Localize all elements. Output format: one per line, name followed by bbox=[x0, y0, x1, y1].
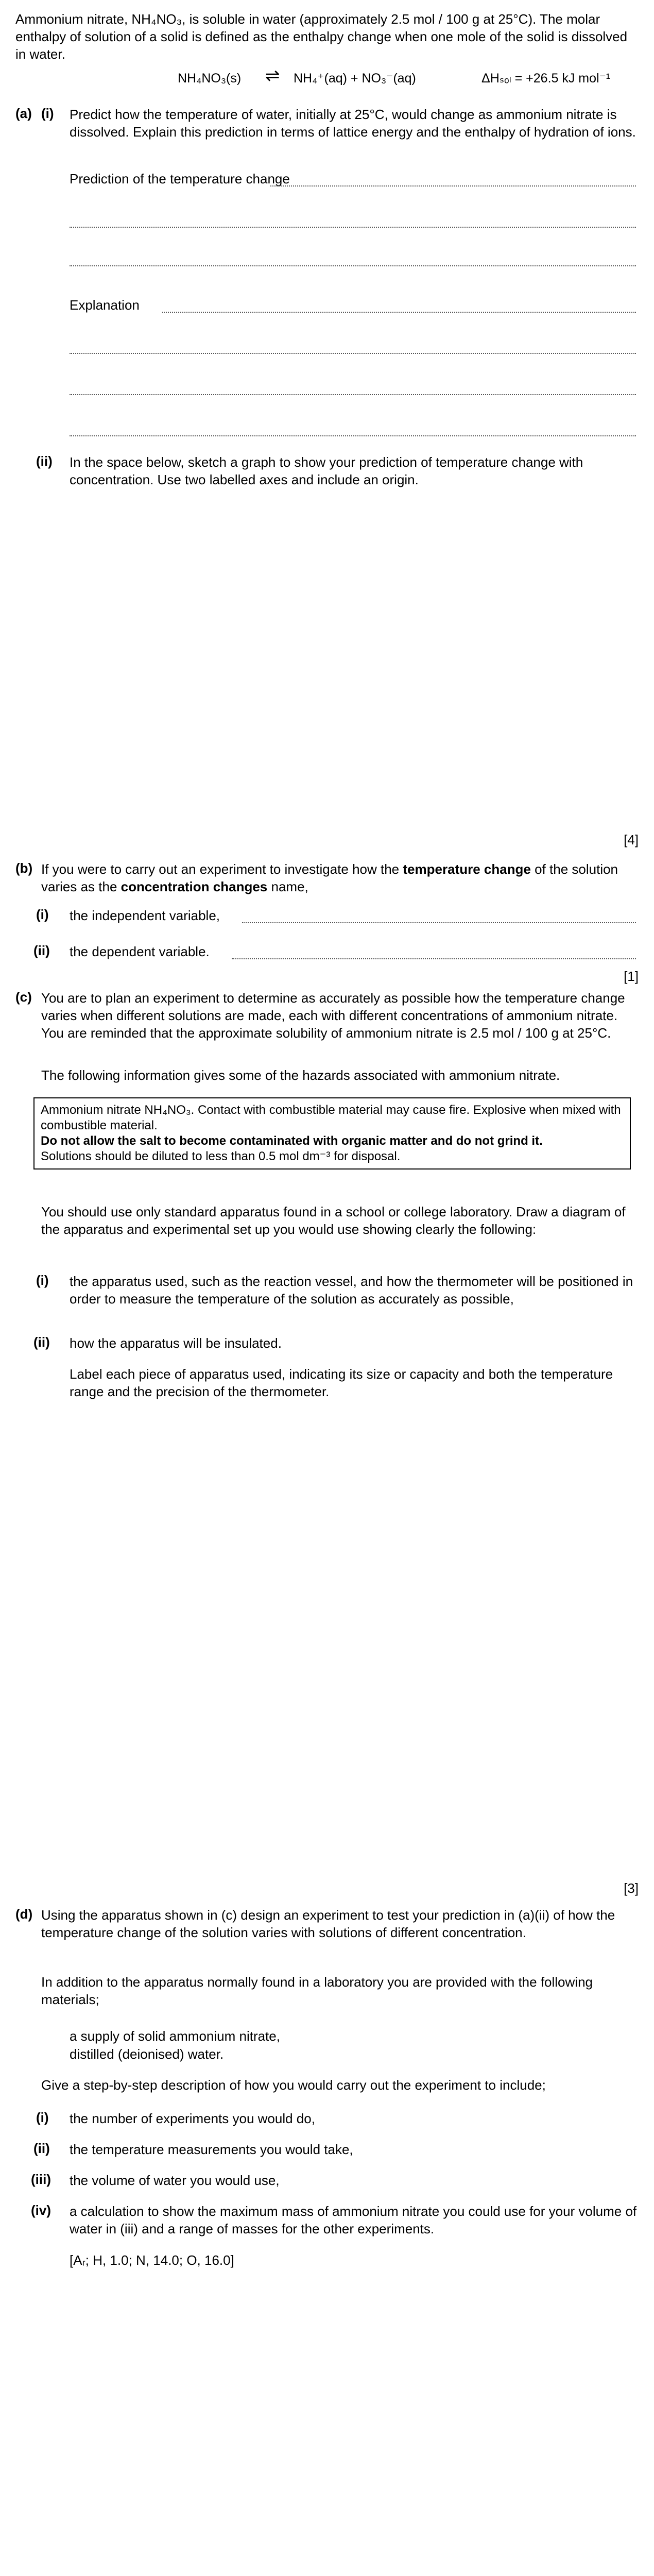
part-d-ii-label: (ii) bbox=[33, 2141, 50, 2156]
part-d-label: (d) bbox=[15, 1906, 33, 1922]
part-d-steps: Give a step-by-step description of how you would carry out the experiment to include; bbox=[41, 2077, 546, 2093]
independent-variable-line[interactable] bbox=[242, 922, 636, 923]
part-c-text: You are to plan an experiment to determine as accurately as possible how the temperature change varies when different solutions are made, each with different concentrations of ammonium nitrate. You are reminded that the approximate solubility of ammonium nitrate is 2.5 mol / 100 g at 25°C. bbox=[41, 990, 625, 1041]
equation-left: NH₄NO₃(s) bbox=[178, 71, 242, 86]
part-b-ii-label: (ii) bbox=[33, 943, 50, 958]
part-d-iv-label: (iv) bbox=[31, 2202, 51, 2218]
equilibrium-arrow-icon: ⇌ bbox=[265, 66, 280, 86]
part-d-iii-text: the volume of water you would use, bbox=[70, 2173, 280, 2188]
part-c-label: (c) bbox=[15, 989, 32, 1005]
answer-line[interactable] bbox=[70, 394, 636, 395]
part-b-text: If you were to carry out an experiment to investigate how the temperature change of the solution varies as the concentration changes name, bbox=[41, 861, 618, 894]
hazard-line: Ammonium nitrate NH₄NO₃. Contact with combustible material may cause fire. Explosive when mixed with combustible material. bbox=[41, 1103, 621, 1132]
answer-line[interactable] bbox=[70, 353, 636, 354]
part-d-iii-label: (iii) bbox=[31, 2172, 51, 2187]
part-d-ii-text: the temperature measurements you would take, bbox=[70, 2142, 353, 2157]
answer-line[interactable] bbox=[70, 265, 636, 266]
part-a-ii-text: In the space below, sketch a graph to show your prediction of temperature change with concentration. Use two labelled axes and include an origin. bbox=[70, 454, 583, 487]
part-d-i-label: (i) bbox=[36, 2110, 49, 2125]
part-c-marks: [3] bbox=[624, 1880, 639, 1896]
material-item: a supply of solid ammonium nitrate, bbox=[70, 2028, 280, 2044]
part-a-label: (a) bbox=[15, 106, 32, 121]
answer-line[interactable] bbox=[70, 435, 636, 436]
part-d-addition: In addition to the apparatus normally found in a laboratory you are provided with the following materials; bbox=[41, 1974, 593, 2007]
part-b-i-label: (i) bbox=[36, 907, 49, 922]
part-c-i-text: the apparatus used, such as the reaction vessel, and how the thermometer will be positioned in order to measure the temperature of the solution as accurately as possible, bbox=[70, 1274, 633, 1307]
part-c-ii-label: (ii) bbox=[33, 1334, 50, 1350]
part-a-i-text: Predict how the temperature of water, initially at 25°C, would change as ammonium nitrate is dissolved. Explain this prediction in terms of lattice energy and the enthalpy of hydration of ions. bbox=[70, 107, 636, 140]
part-d-i-text: the number of experiments you would do, bbox=[70, 2111, 315, 2126]
apparatus-instructions: You should use only standard apparatus found in a school or college laboratory. Draw a diagram of the apparatus and experimental set up you would use showing clearly the following: bbox=[41, 1204, 626, 1237]
part-c-ii-text: how the apparatus will be insulated. bbox=[70, 1335, 282, 1351]
hazard-box bbox=[33, 1097, 631, 1170]
hazard-disposal: Solutions should be diluted to less than 0.5 mol dm⁻³ for disposal. bbox=[41, 1149, 401, 1163]
part-b-ii-text: the dependent variable. bbox=[70, 944, 210, 959]
part-a-i-label: (i) bbox=[41, 106, 54, 121]
intro-text: Ammonium nitrate, NH₄NO₃, is soluble in water (approximately 2.5 mol / 100 g at 25°C). The molar enthalpy of solution of a solid is defined as the enthalpy change when one mole of the solid is dissolved in water. bbox=[15, 11, 628, 62]
part-d-iv-text: a calculation to show the maximum mass of ammonium nitrate you could use for your volume of water in (iii) and a range of masses for the other experiments. bbox=[70, 2204, 637, 2236]
part-b-i-text: the independent variable, bbox=[70, 908, 220, 923]
hazards-intro: The following information gives some of the hazards associated with ammonium nitrate. bbox=[41, 1067, 560, 1083]
prediction-label: Prediction of the temperature change bbox=[70, 171, 290, 187]
part-b-marks: [1] bbox=[624, 969, 639, 984]
equation-enthalpy: ΔHₛₒₗ = +26.5 kJ mol⁻¹ bbox=[481, 71, 611, 86]
part-a-ii-label: (ii) bbox=[36, 453, 53, 469]
part-c-i-label: (i) bbox=[36, 1273, 49, 1288]
part-d-text: Using the apparatus shown in (c) design an experiment to test your prediction in (a)(ii) of how the temperature change of the solution varies with solutions of different concentration. bbox=[41, 1907, 615, 1940]
part-a-marks: [4] bbox=[624, 832, 639, 848]
explanation-label: Explanation bbox=[70, 297, 140, 313]
answer-line[interactable] bbox=[70, 227, 636, 228]
part-b-label: (b) bbox=[15, 860, 33, 876]
hazard-warning: Do not allow the salt to become contaminated with organic matter and do not grind it. bbox=[41, 1134, 543, 1148]
equation-right: NH₄⁺(aq) + NO₃⁻(aq) bbox=[294, 71, 416, 86]
explanation-answer-line[interactable] bbox=[162, 312, 636, 313]
material-item: distilled (deionised) water. bbox=[70, 2046, 224, 2062]
relative-atomic-masses: [Aᵣ; H, 1.0; N, 14.0; O, 16.0] bbox=[70, 2252, 234, 2268]
prediction-answer-line[interactable] bbox=[270, 185, 636, 187]
part-c-label-instructions: Label each piece of apparatus used, indicating its size or capacity and both the temperature range and the precision of the thermometer. bbox=[70, 1366, 613, 1399]
dependent-variable-line[interactable] bbox=[232, 958, 636, 959]
